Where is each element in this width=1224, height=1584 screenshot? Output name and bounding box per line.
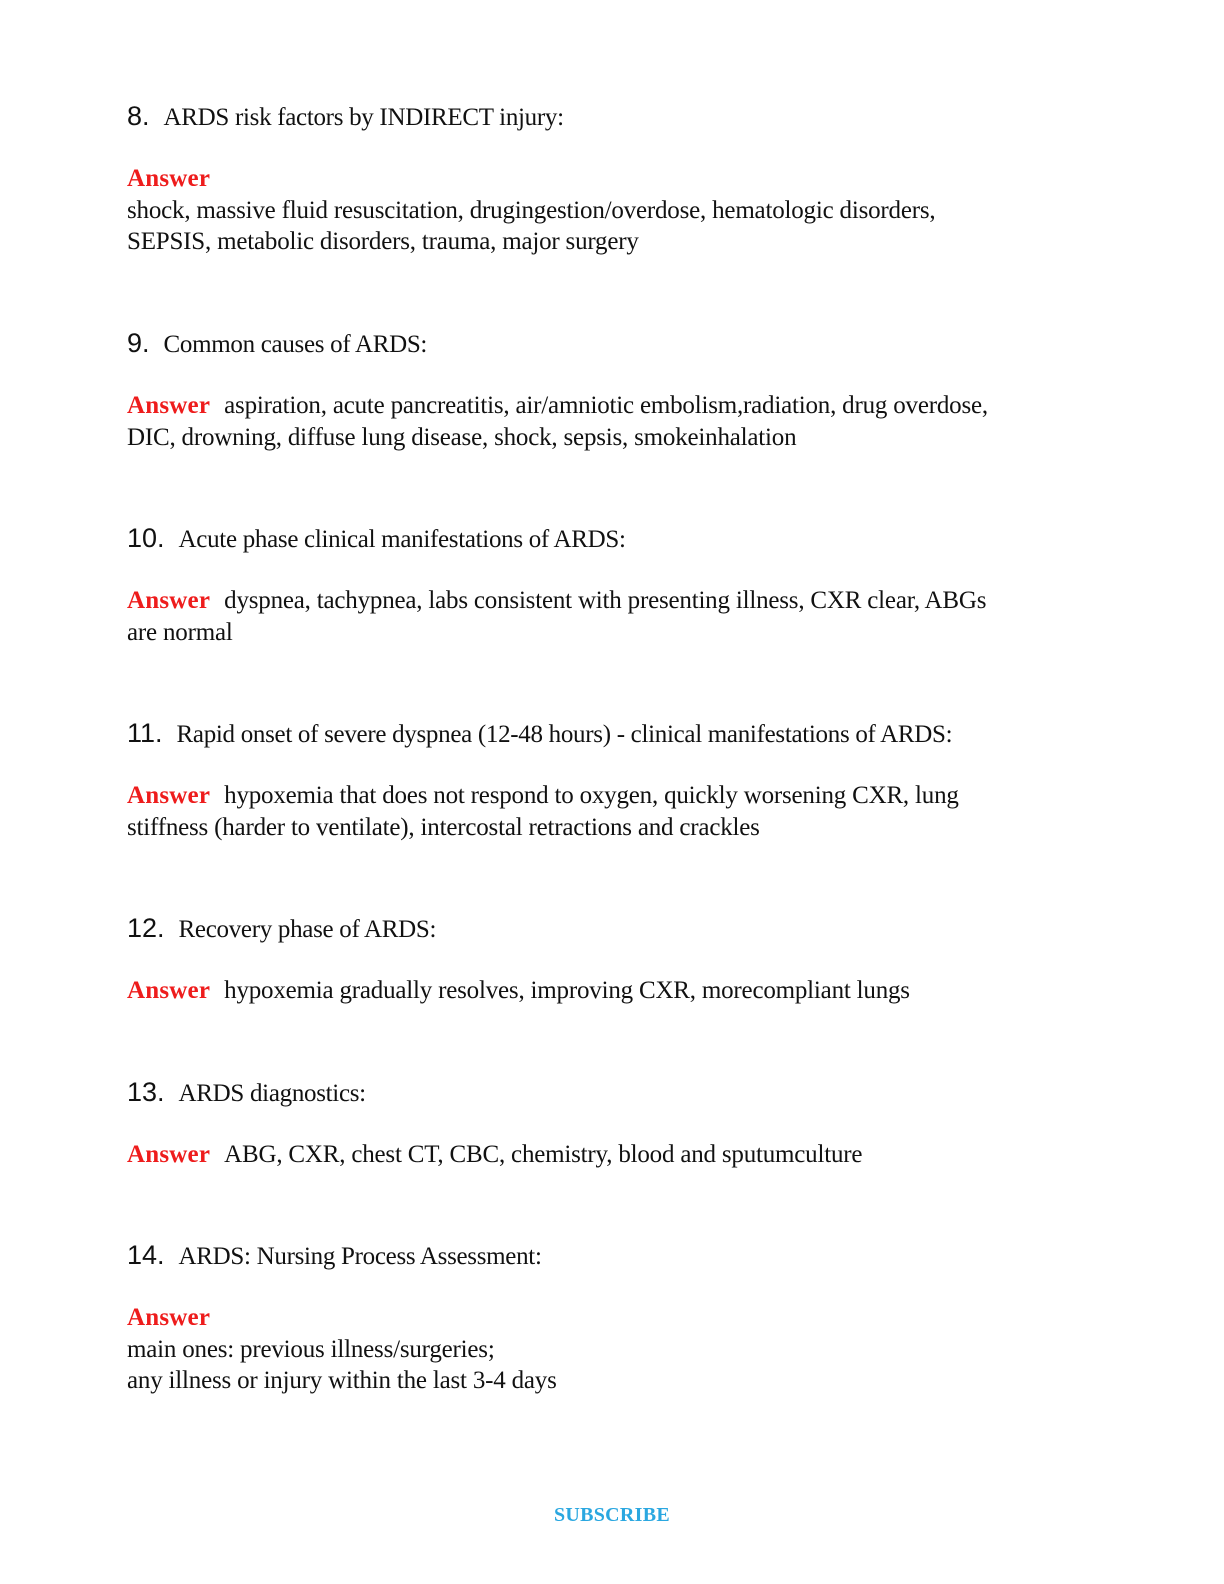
answer-text: hypoxemia gradually resolves, improving CXR, morecompliant lungs — [224, 977, 910, 1004]
answer-line: are normal — [127, 618, 233, 646]
answer-block — [127, 975, 1107, 1007]
answer-block — [127, 780, 1107, 843]
question-heading — [127, 523, 1107, 563]
question-13 — [127, 1077, 1107, 1171]
answer-label: Answer — [127, 977, 211, 1004]
answer-line — [127, 780, 1107, 812]
question-number: 12. — [127, 913, 165, 943]
question-text: ARDS risk factors by INDIRECT injury: — [163, 104, 564, 131]
answer-line: main ones: previous illness/surgeries; — [127, 1335, 495, 1363]
question-10 — [127, 523, 1107, 648]
question-number: 9. — [127, 328, 150, 358]
answer-block — [127, 1139, 1107, 1171]
answer-line — [127, 975, 1107, 1007]
question-heading — [127, 913, 1107, 953]
question-number: 13. — [127, 1077, 165, 1107]
question-heading — [127, 101, 1107, 141]
question-14 — [127, 1240, 1107, 1397]
answer-line: shock, massive fluid resuscitation, drugingestion/overdose, hematologic disorders, — [127, 196, 936, 224]
question-9 — [127, 328, 1107, 453]
answer-text: hypoxemia that does not respond to oxygen, quickly worsening CXR, lung — [224, 782, 959, 809]
answer-text: dyspnea, tachypnea, labs consistent with presenting illness, CXR clear, ABGs — [224, 587, 987, 614]
answer-label: Answer — [127, 165, 211, 192]
question-heading — [127, 1240, 1107, 1280]
question-heading — [127, 718, 1107, 758]
answer-block — [127, 1302, 1107, 1397]
question-heading — [127, 328, 1107, 368]
answer-label: Answer — [127, 1304, 211, 1331]
question-number: 8. — [127, 101, 150, 131]
question-text: ARDS diagnostics: — [178, 1080, 366, 1107]
answer-block — [127, 390, 1107, 453]
question-11 — [127, 718, 1107, 843]
answer-block — [127, 163, 1107, 258]
question-text: ARDS: Nursing Process Assessment: — [178, 1243, 542, 1270]
answer-line: stiffness (harder to ventilate), intercostal retractions and crackles — [127, 813, 760, 841]
subscribe-link[interactable]: SUBSCRIBE — [553, 1504, 671, 1526]
question-text: Recovery phase of ARDS: — [178, 916, 437, 943]
answer-label: Answer — [127, 392, 211, 419]
question-text: Common causes of ARDS: — [163, 331, 428, 358]
answer-text: ABG, CXR, chest CT, CBC, chemistry, blood and sputumculture — [224, 1141, 863, 1168]
question-number: 11. — [127, 718, 163, 748]
answer-label: Answer — [127, 587, 211, 614]
answer-line — [127, 1139, 1107, 1171]
answer-label: Answer — [127, 1141, 211, 1168]
question-text: Acute phase clinical manifestations of ARDS: — [178, 526, 626, 553]
answer-line — [127, 390, 1107, 422]
question-heading — [127, 1077, 1107, 1117]
answer-block — [127, 585, 1107, 648]
answer-text: aspiration, acute pancreatitis, air/amniotic embolism,radiation, drug overdose, — [224, 392, 988, 419]
question-number: 10. — [127, 523, 165, 553]
answer-line: any illness or injury within the last 3-4 days — [127, 1367, 557, 1394]
question-number: 14. — [127, 1240, 165, 1270]
question-8 — [127, 101, 1107, 258]
answer-label: Answer — [127, 782, 211, 809]
answer-line: DIC, drowning, diffuse lung disease, shock, sepsis, smokeinhalation — [127, 423, 797, 451]
answer-line: SEPSIS, metabolic disorders, trauma, major surgery — [127, 228, 639, 255]
question-text: Rapid onset of severe dyspnea (12-48 hours) - clinical manifestations of ARDS: — [176, 721, 953, 748]
question-12 — [127, 913, 1107, 1007]
answer-line — [127, 585, 1107, 617]
